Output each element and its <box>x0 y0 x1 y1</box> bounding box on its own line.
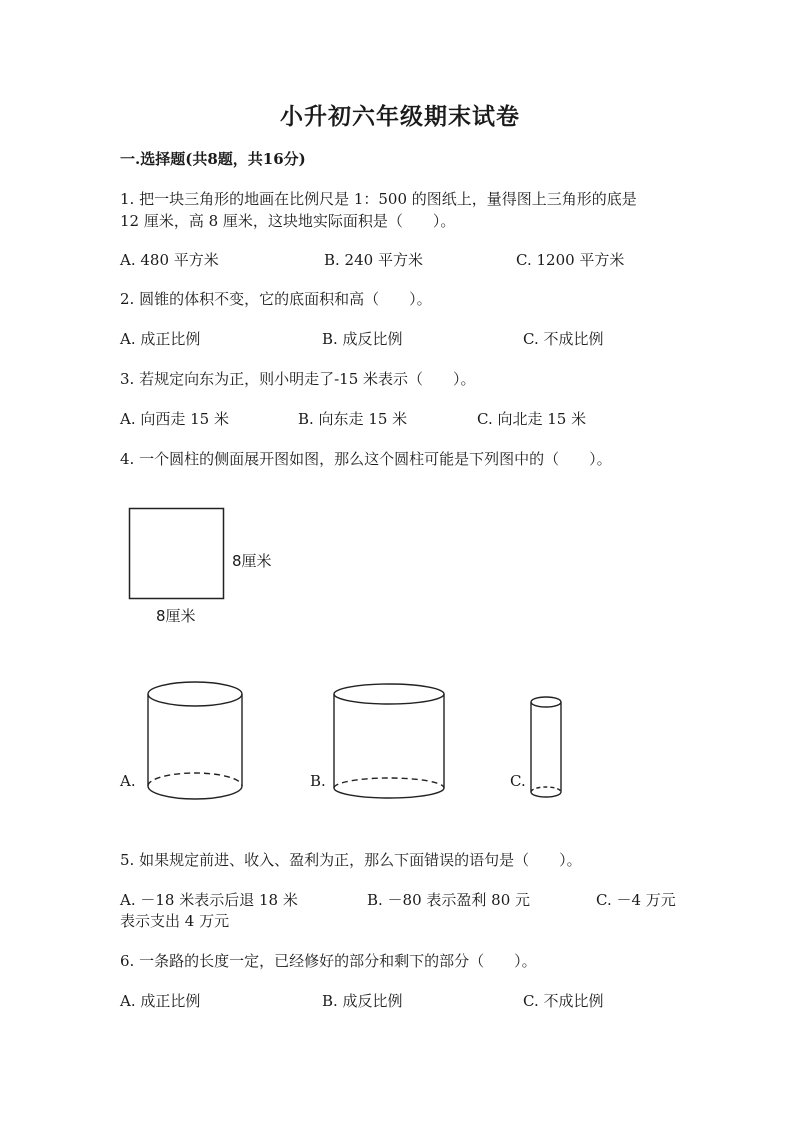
cylinder-a-bottom-front <box>148 786 242 799</box>
question-1-line-2: 12 厘米，高 8 厘米，这块地实际面积是（ ）。 <box>120 212 456 230</box>
question-6-option-b: B. 成反比例 <box>322 992 403 1010</box>
square-development-figure <box>128 507 228 602</box>
cylinder-b-bottom-front <box>334 788 444 798</box>
question-3-option-c: C. 向北走 15 米 <box>477 410 587 428</box>
square-shape <box>130 509 224 599</box>
cylinder-c-figure <box>530 696 564 802</box>
question-2-line-1: 2. 圆锥的体积不变，它的底面积和高（ ）。 <box>120 290 432 308</box>
question-5-option-b: B. －80 表示盈利 80 元 <box>367 891 531 909</box>
question-2-option-b: B. 成反比例 <box>322 330 403 348</box>
section-heading: 一.选择题(共8题，共16分) <box>120 150 306 168</box>
question-1-line-1: 1. 把一块三角形的地画在比例尺是 1：500 的图纸上，量得图上三角形的底是 <box>120 190 637 208</box>
question-1-option-a: A. 480 平方米 <box>120 251 219 269</box>
square-side-label: 8厘米 <box>232 552 272 570</box>
question-5-option-a: A. －18 米表示后退 18 米 <box>120 891 298 909</box>
question-1-option-c: C. 1200 平方米 <box>516 251 625 269</box>
question-6-option-a: A. 成正比例 <box>120 992 201 1010</box>
cylinder-c-bottom-front <box>531 792 561 797</box>
question-3-option-b: B. 向东走 15 米 <box>298 410 408 428</box>
question-6-line-1: 6. 一条路的长度一定，已经修好的部分和剩下的部分（ ）。 <box>120 952 537 970</box>
question-4-option-b: B. <box>310 772 326 790</box>
cylinder-a-top <box>148 682 242 706</box>
question-4-option-a: A. <box>120 772 136 790</box>
cylinder-c-top <box>531 697 561 707</box>
question-6-option-c: C. 不成比例 <box>523 992 604 1010</box>
cylinder-c-bottom-back <box>531 787 561 792</box>
question-2-option-c: C. 不成比例 <box>523 330 604 348</box>
square-bottom-label: 8厘米 <box>156 607 196 625</box>
question-4-option-c: C. <box>510 772 526 790</box>
question-3-line-1: 3. 若规定向东为正，则小明走了-15 米表示（ ）。 <box>120 370 476 388</box>
question-2-option-a: A. 成正比例 <box>120 330 201 348</box>
question-1-option-b: B. 240 平方米 <box>324 251 423 269</box>
question-5-option-c-continued: 表示支出 4 万元 <box>120 912 230 930</box>
cylinder-b-bottom-back <box>334 778 444 788</box>
cylinder-b-top <box>334 684 444 704</box>
cylinder-a-figure <box>146 680 244 802</box>
cylinder-a-bottom-back <box>148 773 242 786</box>
page-title: 小升初六年级期末试卷 <box>280 103 520 130</box>
question-5-line-1: 5. 如果规定前进、收入、盈利为正，那么下面错误的语句是（ ）。 <box>120 851 582 869</box>
question-5-option-c: C. －4 万元 <box>596 891 676 909</box>
question-4-line-1: 4. 一个圆柱的侧面展开图如图，那么这个圆柱可能是下列图中的（ ）。 <box>120 450 612 468</box>
cylinder-b-figure <box>332 682 448 802</box>
question-3-option-a: A. 向西走 15 米 <box>120 410 229 428</box>
